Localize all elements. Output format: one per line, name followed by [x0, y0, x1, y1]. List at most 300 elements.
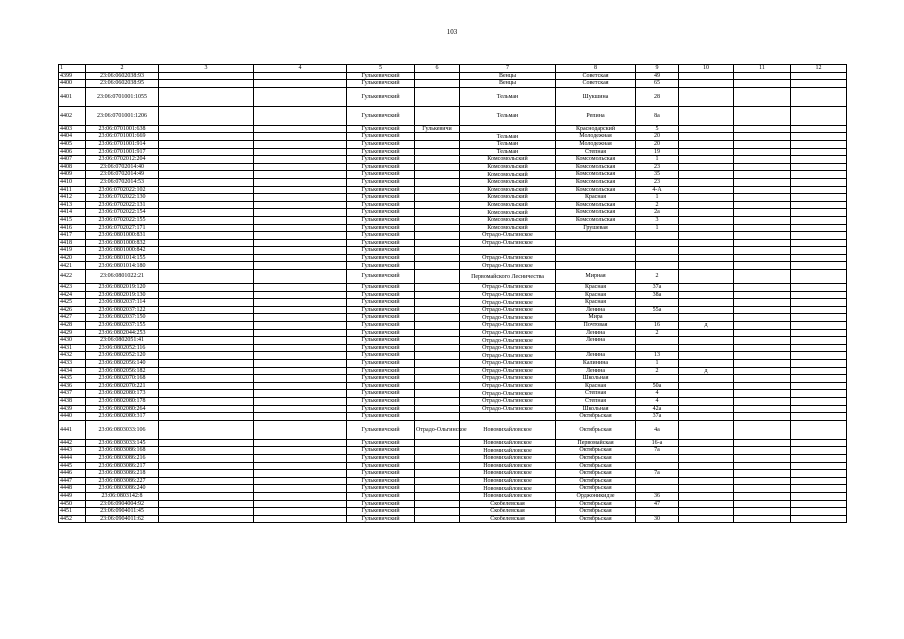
table-cell [159, 209, 254, 217]
table-cell [734, 462, 791, 470]
table-cell [159, 492, 254, 500]
table-cell [460, 125, 556, 133]
table-cell: 23:06:0702022:155 [86, 216, 159, 224]
table-cell [254, 344, 347, 352]
table-cell: Тельман [460, 148, 556, 156]
table-cell: 23:06:0801014:180 [86, 262, 159, 270]
table-cell [734, 247, 791, 255]
table-cell [791, 492, 847, 500]
table-cell [254, 420, 347, 439]
table-cell: Гулькевичский [347, 352, 415, 360]
table-cell: 4442 [59, 439, 86, 447]
table-cell: 23:06:0702022:102 [86, 186, 159, 194]
table-cell: Гулькевичский [347, 405, 415, 413]
table-cell: 23:06:0802019:120 [86, 284, 159, 292]
table-cell: 23:06:0803142:8 [86, 492, 159, 500]
table-cell: 23:06:0701001:914 [86, 140, 159, 148]
table-cell: Гулькевичский [347, 397, 415, 405]
table-cell [791, 80, 847, 88]
table-cell: 4430 [59, 337, 86, 345]
table-cell: Гулькевичский [347, 247, 415, 255]
table-cell: Репина [556, 106, 636, 125]
table-cell [415, 106, 460, 125]
table-cell [679, 156, 734, 164]
table-cell [254, 322, 347, 330]
table-cell: Новомихайловское [460, 439, 556, 447]
table-cell [159, 270, 254, 284]
table-cell [679, 239, 734, 247]
table-cell: Гулькевичский [347, 194, 415, 202]
table-cell: 4426 [59, 306, 86, 314]
table-row [59, 171, 847, 179]
table-cell: 4420 [59, 254, 86, 262]
table-cell: 23:06:0803086:216 [86, 454, 159, 462]
table-cell [734, 163, 791, 171]
table-cell [734, 178, 791, 186]
table-cell: Гулькевичский [347, 382, 415, 390]
table-cell [636, 337, 679, 345]
table-cell [254, 508, 347, 516]
table-cell: Молодежная [556, 133, 636, 141]
table-row [59, 306, 847, 314]
table-row [59, 314, 847, 322]
table-cell: 4401 [59, 87, 86, 106]
table-cell [734, 216, 791, 224]
table-cell [636, 508, 679, 516]
table-cell: 4449 [59, 492, 86, 500]
table-cell: 23:06:0702027:171 [86, 224, 159, 232]
table-cell: 23:06:0801022:21 [86, 270, 159, 284]
table-cell [415, 454, 460, 462]
table-cell: 23:06:0702022:130 [86, 194, 159, 202]
table-cell: 23:06:0904011:45 [86, 508, 159, 516]
table-cell [679, 80, 734, 88]
table-row [59, 352, 847, 360]
column-header: 4 [254, 65, 347, 73]
table-cell: 23:06:0803033:145 [86, 439, 159, 447]
table-cell: Скобелевская [460, 515, 556, 523]
table-cell: 23:06:0802044:253 [86, 329, 159, 337]
table-cell [415, 87, 460, 106]
table-cell [254, 500, 347, 508]
table-cell [679, 454, 734, 462]
table-cell: 4429 [59, 329, 86, 337]
table-cell: 23:06:0801014:155 [86, 254, 159, 262]
table-cell [159, 140, 254, 148]
table-cell [415, 232, 460, 240]
table-cell [791, 344, 847, 352]
table-row [59, 186, 847, 194]
table-cell [679, 148, 734, 156]
table-cell: Гулькевичский [347, 232, 415, 240]
table-cell [734, 125, 791, 133]
table-cell: 4434 [59, 367, 86, 375]
table-cell: Комсомольский [460, 171, 556, 179]
table-cell [415, 390, 460, 398]
table-cell: 23:06:0802056:140 [86, 360, 159, 368]
table-cell: 23:06:0803086:168 [86, 447, 159, 455]
table-cell: Гулькевичский [347, 413, 415, 421]
table-cell: Новомихайловское [460, 420, 556, 439]
table-row [59, 216, 847, 224]
table-cell [159, 405, 254, 413]
table-cell: 5 [636, 125, 679, 133]
table-cell [679, 306, 734, 314]
table-cell: Ленина [556, 352, 636, 360]
table-row [59, 262, 847, 270]
table-row [59, 106, 847, 125]
table-cell: Гулькевичи [415, 125, 460, 133]
table-cell: Отрадо-Ольгинское [460, 375, 556, 383]
table-cell: Калинина [556, 360, 636, 368]
table-cell: Тельман [460, 106, 556, 125]
column-header: 5 [347, 65, 415, 73]
table-cell: 4423 [59, 284, 86, 292]
table-cell [679, 337, 734, 345]
table-cell [791, 186, 847, 194]
table-cell [415, 405, 460, 413]
table-cell: Гулькевичский [347, 462, 415, 470]
table-cell: 23:06:0702014:49 [86, 171, 159, 179]
column-header: 7 [460, 65, 556, 73]
table-cell [159, 186, 254, 194]
table-cell [734, 367, 791, 375]
table-cell [791, 352, 847, 360]
table-cell: Гулькевичский [347, 344, 415, 352]
table-cell [791, 270, 847, 284]
table-cell [159, 299, 254, 307]
table-cell [791, 329, 847, 337]
table-cell: Мирная [556, 270, 636, 284]
table-cell [791, 470, 847, 478]
table-cell: 4435 [59, 375, 86, 383]
table-cell: Новомихайловское [460, 462, 556, 470]
table-cell [679, 163, 734, 171]
table-cell: Отрадо-Ольгинское [460, 306, 556, 314]
table-cell [415, 291, 460, 299]
table-cell [159, 163, 254, 171]
table-cell: Гулькевичский [347, 390, 415, 398]
table-cell: 23:06:0702022:131 [86, 201, 159, 209]
table-cell: Отрадо-Ольгинское [460, 367, 556, 375]
table-cell [415, 462, 460, 470]
table-cell [415, 284, 460, 292]
table-cell: Комсомольский [460, 163, 556, 171]
table-cell: 2 [636, 367, 679, 375]
table-cell [159, 201, 254, 209]
table-cell: 3 [636, 216, 679, 224]
table-cell: 4-А [636, 186, 679, 194]
table-cell: 1 [636, 194, 679, 202]
table-cell: 36 [636, 492, 679, 500]
table-cell [636, 477, 679, 485]
table-cell: Венцы [460, 80, 556, 88]
table-cell [159, 382, 254, 390]
table-cell: Гулькевичский [347, 367, 415, 375]
table-row [59, 209, 847, 217]
table-cell: 23:06:0802070:221 [86, 382, 159, 390]
table-cell [159, 485, 254, 493]
table-cell: Первомайского Лесничества [460, 270, 556, 284]
table-cell [556, 262, 636, 270]
table-cell [254, 397, 347, 405]
table-cell [734, 375, 791, 383]
table-cell [159, 291, 254, 299]
table-cell [254, 163, 347, 171]
table-cell [254, 306, 347, 314]
table-cell [254, 171, 347, 179]
table-cell [679, 492, 734, 500]
table-cell: 4445 [59, 462, 86, 470]
table-cell [415, 254, 460, 262]
table-cell [415, 500, 460, 508]
table-cell [679, 270, 734, 284]
table-cell [791, 454, 847, 462]
table-cell: 4 [636, 390, 679, 398]
table-row [59, 390, 847, 398]
table-cell [679, 106, 734, 125]
table-cell [679, 447, 734, 455]
table-cell: Молодежная [556, 140, 636, 148]
table-cell [415, 178, 460, 186]
table-cell: Гулькевичский [347, 201, 415, 209]
table-cell: 4404 [59, 133, 86, 141]
table-cell [159, 239, 254, 247]
table-cell [254, 470, 347, 478]
table-cell: Отрадо-Ольгинское [460, 254, 556, 262]
table-cell [415, 299, 460, 307]
table-cell: Гулькевичский [347, 156, 415, 164]
table-cell: Комсомольский [460, 209, 556, 217]
table-cell: 4406 [59, 148, 86, 156]
table-cell [679, 397, 734, 405]
table-cell [734, 314, 791, 322]
table-row [59, 420, 847, 439]
table-cell [254, 390, 347, 398]
table-cell: Октябрьская [556, 447, 636, 455]
table-cell [415, 262, 460, 270]
table-cell: 23:06:0802070:168 [86, 375, 159, 383]
table-cell: д [679, 367, 734, 375]
table-cell: Отрадо-Ольгинское [460, 360, 556, 368]
table-cell [254, 515, 347, 523]
table-cell [636, 254, 679, 262]
table-row [59, 367, 847, 375]
table-cell: 4400 [59, 80, 86, 88]
table-cell: Гулькевичский [347, 291, 415, 299]
table-cell [415, 80, 460, 88]
table-cell [415, 314, 460, 322]
table-cell: Ленина [556, 329, 636, 337]
table-cell [415, 171, 460, 179]
table-cell: 4436 [59, 382, 86, 390]
table-cell: Гулькевичский [347, 87, 415, 106]
table-cell [679, 470, 734, 478]
table-cell: 23:06:0702022:154 [86, 209, 159, 217]
table-cell: 30 [636, 515, 679, 523]
table-cell: 65 [636, 80, 679, 88]
table-cell: Новомихайловское [460, 470, 556, 478]
table-cell [679, 500, 734, 508]
table-row [59, 413, 847, 421]
table-cell [734, 477, 791, 485]
table-cell: 4416 [59, 224, 86, 232]
table-cell: Отрадо-Ольгинское [460, 337, 556, 345]
table-cell: 35 [636, 171, 679, 179]
table-cell [415, 322, 460, 330]
table-cell [415, 216, 460, 224]
table-cell [415, 247, 460, 255]
table-row [59, 178, 847, 186]
table-cell [159, 515, 254, 523]
table-cell [679, 72, 734, 80]
table-cell: Октябрьская [556, 508, 636, 516]
table-cell [734, 262, 791, 270]
table-cell [415, 367, 460, 375]
table-cell: 4399 [59, 72, 86, 80]
table-cell: Отрадо-Ольгинское [460, 239, 556, 247]
table-cell [254, 87, 347, 106]
table-cell: 23:06:0802051:41 [86, 337, 159, 345]
table-cell: Гулькевичский [347, 508, 415, 516]
table-cell [734, 254, 791, 262]
table-cell [734, 148, 791, 156]
table-cell: Гулькевичский [347, 454, 415, 462]
table-cell [254, 140, 347, 148]
table-cell: Гулькевичский [347, 125, 415, 133]
table-cell: Отрадо-Ольгинское [460, 291, 556, 299]
table-cell: 4410 [59, 178, 86, 186]
table-cell [159, 439, 254, 447]
table-cell: 16 [636, 322, 679, 330]
table-cell: Гулькевичский [347, 148, 415, 156]
table-cell: Красная [556, 194, 636, 202]
table-cell [159, 148, 254, 156]
table-cell: 20 [636, 140, 679, 148]
table-cell: Комсомольский [460, 216, 556, 224]
table-cell [791, 500, 847, 508]
table-cell: 4443 [59, 447, 86, 455]
table-cell [159, 352, 254, 360]
table-cell: Отрадо-Ольгинское [460, 344, 556, 352]
table-cell: Октябрьская [556, 477, 636, 485]
table-cell: Красная [556, 299, 636, 307]
table-cell: Краснодарский [556, 125, 636, 133]
table-row [59, 515, 847, 523]
table-cell [636, 485, 679, 493]
table-cell [679, 284, 734, 292]
table-cell [679, 382, 734, 390]
table-cell [734, 133, 791, 141]
table-cell [734, 420, 791, 439]
table-cell: Почтовая [556, 322, 636, 330]
table-cell [254, 367, 347, 375]
table-cell: Гулькевичский [347, 306, 415, 314]
table-cell [254, 186, 347, 194]
table-cell [791, 515, 847, 523]
table-cell [159, 344, 254, 352]
table-cell: 23:06:0702012:204 [86, 156, 159, 164]
table-cell: 4439 [59, 405, 86, 413]
table-cell [254, 291, 347, 299]
table-cell [159, 232, 254, 240]
table-cell: 23:06:0602038:95 [86, 80, 159, 88]
table-cell [791, 224, 847, 232]
table-cell [254, 337, 347, 345]
table-cell: Гулькевичский [347, 337, 415, 345]
column-header: 9 [636, 65, 679, 73]
table-cell: Скобелевская [460, 508, 556, 516]
table-cell: Отрадо-Ольгинское [460, 405, 556, 413]
table-cell [679, 420, 734, 439]
table-cell: 4403 [59, 125, 86, 133]
table-cell [415, 397, 460, 405]
table-cell: Отрадо-Ольгинское [415, 420, 460, 439]
table-row [59, 133, 847, 141]
table-cell [791, 262, 847, 270]
table-cell: 23:06:0803086:218 [86, 470, 159, 478]
table-cell [254, 447, 347, 455]
table-cell: Гулькевичский [347, 470, 415, 478]
table-cell [734, 500, 791, 508]
table-cell: 4414 [59, 209, 86, 217]
table-cell [254, 485, 347, 493]
table-cell [556, 232, 636, 240]
table-cell: 16-а [636, 439, 679, 447]
table-cell [734, 186, 791, 194]
table-cell: Гулькевичский [347, 262, 415, 270]
table-cell: Гулькевичский [347, 439, 415, 447]
table-cell [791, 447, 847, 455]
table-cell: Отрадо-Ольгинское [460, 322, 556, 330]
table-cell: 23:06:0701001:1055 [86, 87, 159, 106]
table-cell: 23:06:0802080:173 [86, 390, 159, 398]
table-cell: 8а [636, 106, 679, 125]
table-cell [734, 454, 791, 462]
table-cell [415, 344, 460, 352]
table-cell [734, 470, 791, 478]
table-row [59, 329, 847, 337]
table-cell [734, 439, 791, 447]
table-cell: Гулькевичский [347, 72, 415, 80]
table-cell [159, 413, 254, 421]
table-cell [734, 413, 791, 421]
table-cell: 23:06:0801000:832 [86, 239, 159, 247]
table-cell [415, 360, 460, 368]
table-cell [791, 360, 847, 368]
table-cell: 23:06:0802037:150 [86, 314, 159, 322]
table-row [59, 87, 847, 106]
table-cell [679, 224, 734, 232]
table-cell [254, 247, 347, 255]
table-row [59, 454, 847, 462]
table-cell [791, 405, 847, 413]
table-cell [679, 439, 734, 447]
table-cell: 4409 [59, 171, 86, 179]
table-cell [159, 447, 254, 455]
table-cell [556, 247, 636, 255]
table-cell [254, 462, 347, 470]
table-cell: Степная [556, 390, 636, 398]
table-cell: 4421 [59, 262, 86, 270]
table-cell: Гулькевичский [347, 270, 415, 284]
table-cell [415, 140, 460, 148]
table-cell: 23:06:0802052:116 [86, 344, 159, 352]
table-cell: Гулькевичский [347, 224, 415, 232]
table-cell [415, 375, 460, 383]
table-cell [791, 209, 847, 217]
table-cell: Гулькевичский [347, 375, 415, 383]
